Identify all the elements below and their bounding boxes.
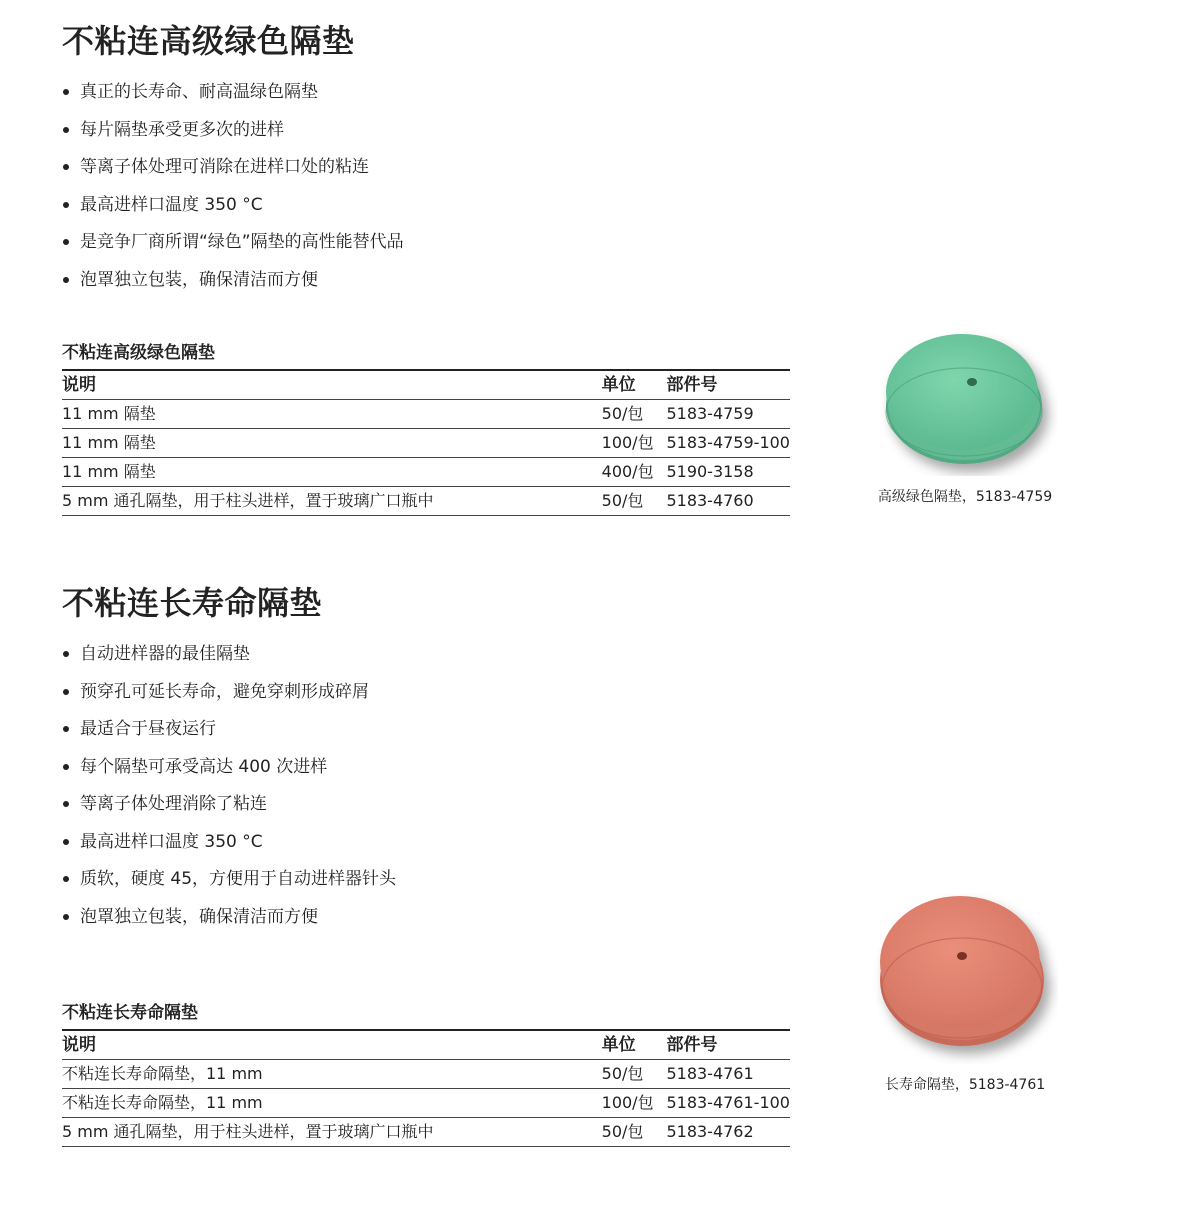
- cell-description: 11 mm 隔垫: [62, 400, 602, 429]
- table-row: [62, 429, 790, 458]
- cell-part-number: 5183-4761-100: [666, 1089, 790, 1118]
- table-header-row: [62, 370, 790, 400]
- cell-description: 不粘连长寿命隔垫，11 mm: [62, 1089, 602, 1118]
- product-table: [62, 1029, 790, 1147]
- cell-part-number: 5183-4762: [666, 1118, 790, 1147]
- table-row: [62, 400, 790, 429]
- table-row: [62, 1089, 790, 1118]
- table-row: [62, 1060, 790, 1089]
- cell-description: 5 mm 通孔隔垫，用于柱头进样，置于玻璃广口瓶中: [62, 487, 602, 516]
- cell-description: 11 mm 隔垫: [62, 429, 602, 458]
- cell-unit: 50/包: [602, 400, 667, 429]
- cell-part-number: 5183-4759: [666, 400, 790, 429]
- feature-item: 最高进样口温度 350 °C: [62, 828, 1162, 866]
- figure-caption: 长寿命隔垫，5183-4761: [884, 1077, 1046, 1093]
- feature-item: 预穿孔可延长寿命，避免穿刺形成碎屑: [62, 678, 1162, 716]
- cell-unit: 100/包: [602, 429, 667, 458]
- col-header-unit: 单位: [602, 1030, 667, 1060]
- cell-unit: 50/包: [602, 487, 667, 516]
- feature-item: 每片隔垫承受更多次的进样: [62, 116, 1162, 154]
- red-septum-image: [872, 884, 1058, 1064]
- cell-description: 5 mm 通孔隔垫，用于柱头进样，置于玻璃广口瓶中: [62, 1118, 602, 1147]
- green-septum-figure: [872, 326, 1058, 506]
- green-septum-image: [872, 326, 1058, 476]
- cell-description: 11 mm 隔垫: [62, 458, 602, 487]
- red-septum-figure: [872, 884, 1058, 1094]
- col-header-unit: 单位: [602, 370, 667, 400]
- feature-item: 真正的长寿命、耐高温绿色隔垫: [62, 78, 1162, 116]
- cell-part-number: 5190-3158: [666, 458, 790, 487]
- feature-item: 自动进样器的最佳隔垫: [62, 640, 1162, 678]
- table-row: [62, 458, 790, 487]
- col-header-description: 说明: [62, 370, 602, 400]
- table-header-row: [62, 1030, 790, 1060]
- feature-item: 每个隔垫可承受高达 400 次进样: [62, 753, 1162, 791]
- feature-item: 质软，硬度 45，方便用于自动进样器针头: [62, 865, 1162, 903]
- cell-unit: 50/包: [602, 1060, 667, 1089]
- cell-description: 不粘连长寿命隔垫，11 mm: [62, 1060, 602, 1089]
- cell-unit: 50/包: [602, 1118, 667, 1147]
- cell-part-number: 5183-4760: [666, 487, 790, 516]
- feature-list: [62, 78, 1162, 303]
- cell-unit: 400/包: [602, 458, 667, 487]
- feature-item: 等离子体处理可消除在进样口处的粘连: [62, 153, 1162, 191]
- table-title: 不粘连长寿命隔垫: [62, 1003, 198, 1023]
- table-row: [62, 487, 790, 516]
- col-header-part-number: 部件号: [666, 1030, 790, 1060]
- col-header-description: 说明: [62, 1030, 602, 1060]
- cell-part-number: 5183-4759-100: [666, 429, 790, 458]
- cell-unit: 100/包: [602, 1089, 667, 1118]
- figure-caption: 高级绿色隔垫，5183-4759: [877, 489, 1053, 505]
- table-row: [62, 1118, 790, 1147]
- section-title: 不粘连长寿命隔垫: [62, 584, 323, 622]
- feature-item: 最适合于昼夜运行: [62, 715, 1162, 753]
- feature-item: 泡罩独立包装，确保清洁而方便: [62, 266, 1162, 304]
- feature-item: 是竞争厂商所谓“绿色”隔垫的高性能替代品: [62, 228, 1162, 266]
- col-header-part-number: 部件号: [666, 370, 790, 400]
- product-table: [62, 369, 790, 516]
- cell-part-number: 5183-4761: [666, 1060, 790, 1089]
- feature-item: 等离子体处理消除了粘连: [62, 790, 1162, 828]
- feature-item: 泡罩独立包装，确保清洁而方便: [62, 903, 1162, 941]
- section-title: 不粘连高级绿色隔垫: [62, 22, 355, 60]
- feature-item: 最高进样口温度 350 °C: [62, 191, 1162, 229]
- table-title: 不粘连高级绿色隔垫: [62, 343, 215, 363]
